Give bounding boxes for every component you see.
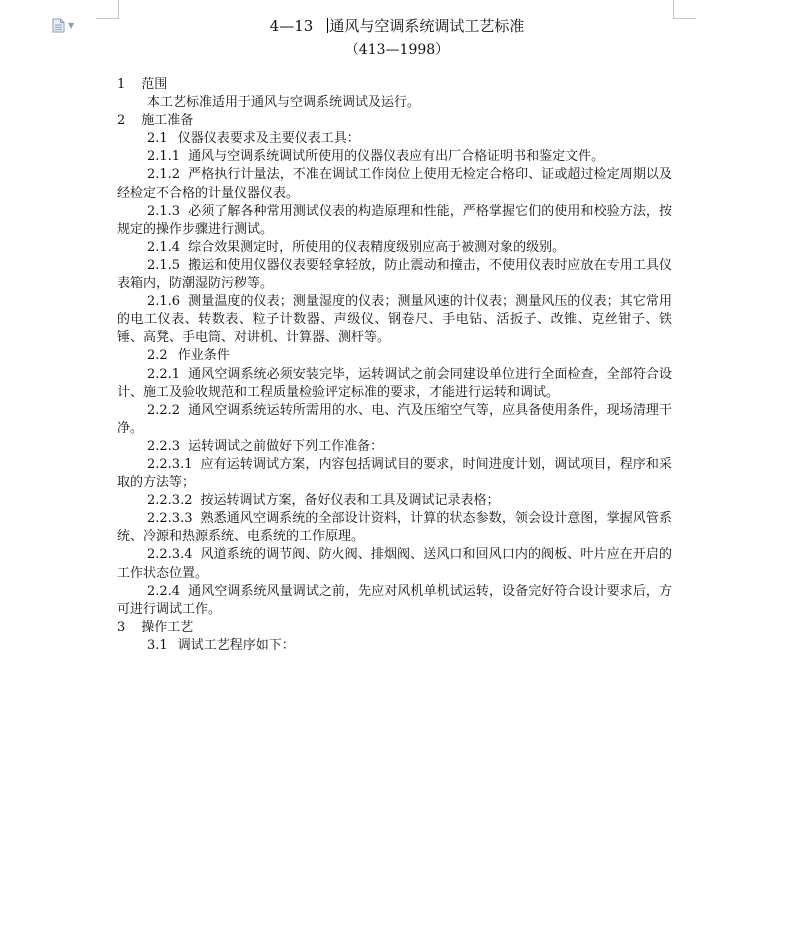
section-heading	[117, 619, 672, 637]
paragraph	[117, 402, 672, 438]
paragraph-number: 2.2.1	[147, 366, 181, 382]
paragraph-number: 2.2	[147, 348, 168, 364]
paragraph-number: 2.1.2	[147, 167, 181, 183]
paragraph	[117, 293, 672, 347]
paragraph-number: 2.2.4	[147, 583, 181, 599]
paragraph-text: 仪器仪表要求及主要仪表工具：	[177, 131, 360, 147]
paragraph-text: 熟悉通风空调系统的全部设计资料，计算的状态参数，领会设计意图，掌握风管系统、冷源和热源系统、电系统的工作原理。	[117, 511, 672, 545]
paragraph	[117, 166, 672, 202]
paragraph-text: 严格执行计量法，不准在调试工作岗位上使用无检定合格印、证或超过检定周期以及经检定不合格的计量仪器仪表。	[117, 167, 672, 201]
paragraph	[117, 438, 672, 456]
document-body[interactable]	[117, 76, 672, 655]
paragraph-text: 操作工艺	[141, 619, 194, 635]
paragraph	[117, 148, 672, 166]
paragraph-text: 运转调试之前做好下列工作准备：	[188, 438, 384, 454]
paragraph-text: 应有运转调试方案，内容包括调试目的要求，时间进度计划，调试项目，程序和采取的方法等；	[117, 456, 672, 491]
title-text[interactable]: 通风与空调系统调试工艺标准	[329, 17, 525, 35]
paragraph-number: 2.1.1	[147, 149, 181, 165]
paragraph-text: 搬运和使用仪器仪表要轻拿轻放，防止震动和撞击，不使用仪表时应放在专用工具仪表箱内，防潮湿防污秽等。	[117, 257, 672, 292]
paragraph	[117, 456, 672, 492]
paragraph-text: 范围	[141, 77, 168, 92]
paragraph	[117, 583, 672, 619]
paragraph	[117, 347, 672, 365]
paragraph-text: 综合效果测定时，所使用的仪表精度级别应高于被测对象的级别。	[188, 239, 566, 255]
section-heading	[117, 112, 672, 130]
section-heading	[117, 76, 672, 94]
title-number: 4—13	[269, 17, 314, 35]
paragraph-number: 3	[117, 619, 126, 635]
paragraph	[117, 546, 672, 582]
paragraph	[117, 94, 672, 112]
paragraph-number: 2.1.6	[147, 294, 181, 310]
paragraph	[117, 366, 672, 402]
paragraph-number: 2.2.3	[147, 438, 181, 454]
paragraph-text: 必须了解各种常用测试仪表的构造原理和性能，严格掌握它们的使用和校验方法，按规定的操作步骤进行测试。	[117, 203, 672, 237]
chevron-down-icon: ▼	[68, 21, 75, 30]
paragraph-number: 2.1.4	[147, 239, 181, 255]
paragraph-text: 通风空调系统风量调试之前，先应对风机单机试运转，设备完好符合设计要求后，方可进行调试工作。	[117, 583, 672, 617]
paragraph	[117, 203, 672, 239]
paragraph-number: 2.1.3	[147, 203, 181, 219]
paragraph-number: 2.2.3.4	[147, 547, 193, 563]
paragraph-text: 作业条件	[177, 348, 230, 364]
paragraph-text: 按运转调试方案，备好仪表和工具及调试记录表格；	[200, 493, 500, 509]
paragraph-text: 本工艺标准适用于通风与空调系统调试及运行。	[147, 95, 421, 111]
paragraph-number: 2.2.3.2	[147, 493, 193, 509]
paragraph-text: 通风空调系统运转所需用的水、电、汽及压缩空气等，应具备使用条件，现场清理干净。	[117, 402, 672, 436]
paragraph-number: 3.1	[147, 637, 168, 653]
paragraph-text: 施工准备	[141, 113, 194, 129]
paragraph-number: 2.1	[147, 131, 168, 147]
paragraph	[117, 510, 672, 546]
paragraph-text: 风道系统的调节阀、防火阀、排烟阀、送风口和回风口内的阀板、叶片应在开启的工作状态位置。	[117, 547, 672, 581]
document-subtitle: （413—1998）	[344, 42, 450, 58]
paragraph	[117, 492, 672, 510]
paragraph-text: 调试工艺程序如下：	[177, 637, 295, 653]
paragraph-number: 1	[117, 77, 126, 92]
paragraph-number: 2.2.3.3	[147, 511, 193, 527]
paragraph-number: 2.2.2	[147, 402, 181, 418]
paragraph-number: 2.2.3.1	[147, 456, 193, 472]
document-title	[0, 16, 794, 36]
paragraph-text: 测量温度的仪表；测量湿度的仪表；测量风速的计仪表；测量风压的仪表；其它常用的电工仪表、转数表、粒子计数器、声级仪、钢卷尺、手电钻、活扳子、改锥、克丝钳子、铁锤、高凳、手电筒、对讲机、计算器、测杆等。	[117, 294, 672, 346]
paragraph-number: 2	[117, 113, 126, 129]
paragraph	[117, 637, 672, 655]
paragraph	[117, 130, 672, 148]
paragraph-text: 通风空调系统必须安装完毕，运转调试之前会同建设单位进行全面检查，全部符合设计、施工及验收规范和工程质量检验评定标准的要求，才能进行运转和调试。	[117, 366, 672, 400]
paragraph	[117, 257, 672, 293]
paragraph-number: 2.1.5	[147, 257, 181, 273]
paragraph-text: 通风与空调系统调试所使用的仪器仪表应有出厂合格证明书和鉴定文件。	[188, 149, 605, 165]
paragraph	[117, 239, 672, 257]
